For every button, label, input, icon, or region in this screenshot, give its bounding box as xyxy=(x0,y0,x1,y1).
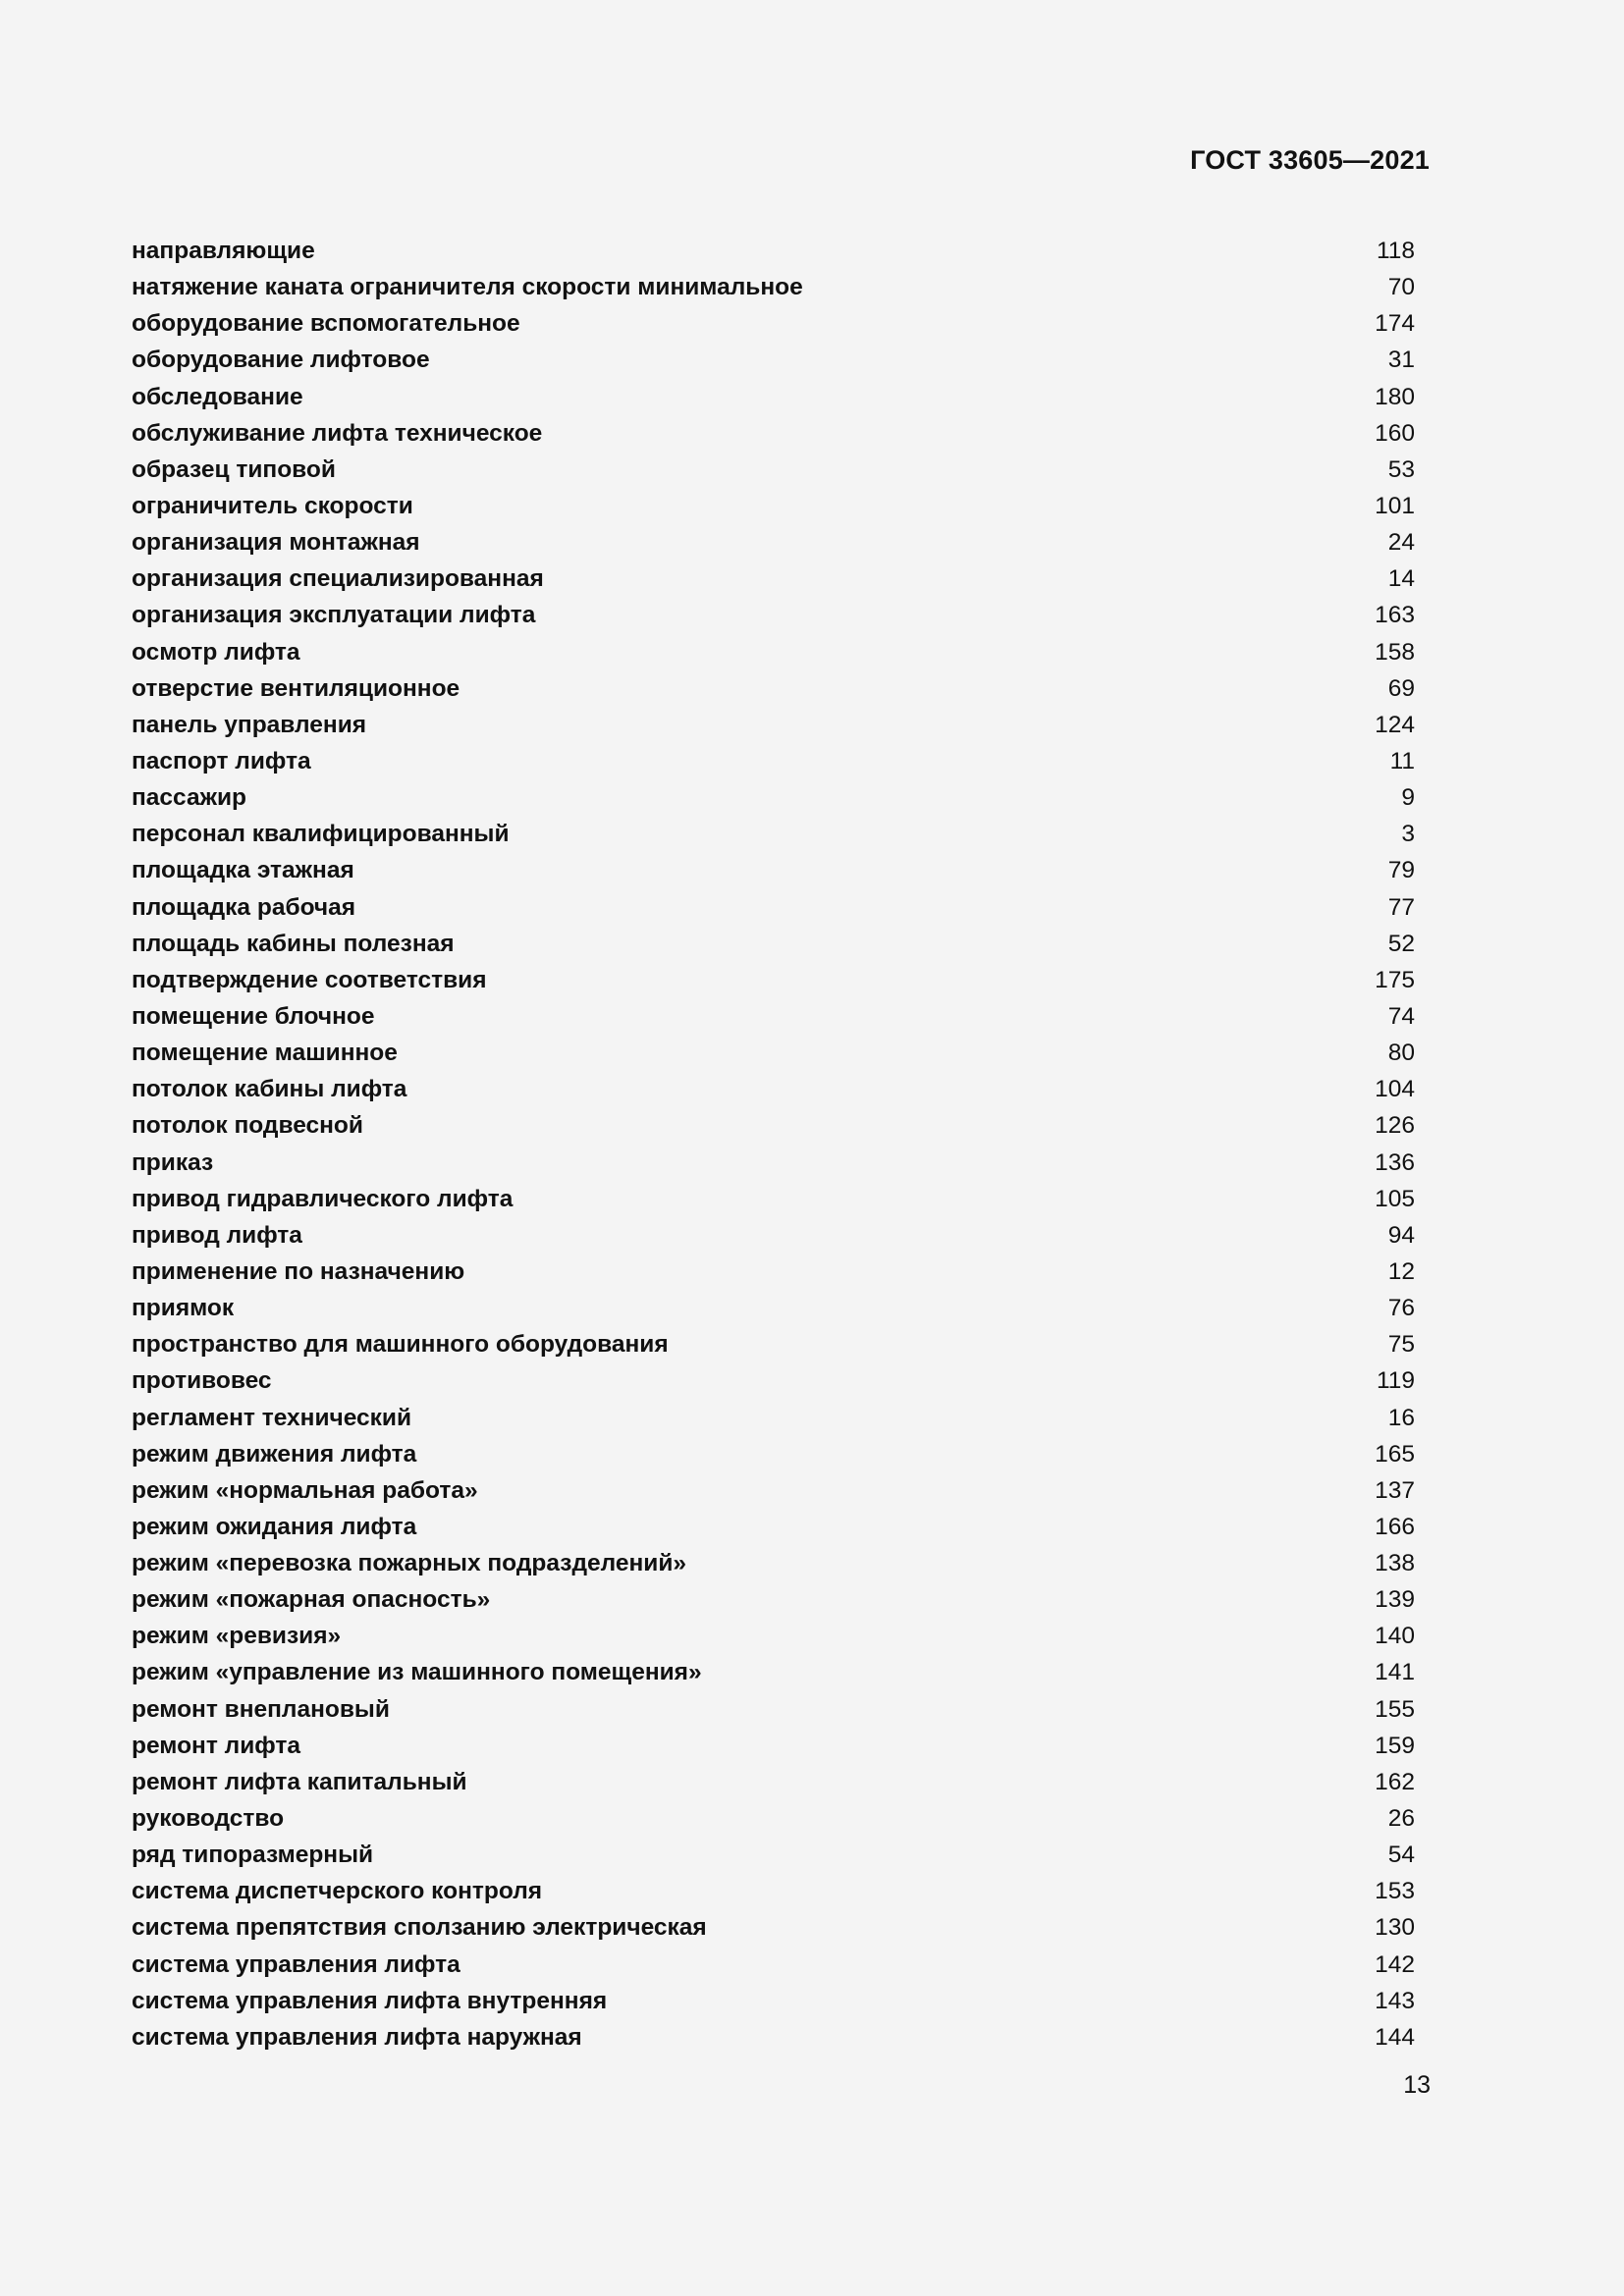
index-number: 140 xyxy=(1375,1623,1415,1650)
index-term: отверстие вентиляционное xyxy=(132,674,460,702)
index-term: режим движения лифта xyxy=(132,1440,417,1468)
index-number: 3 xyxy=(1401,821,1415,848)
index-term: ряд типоразмерный xyxy=(132,1842,374,1869)
index-term: помещение машинное xyxy=(132,1040,398,1067)
index-entry xyxy=(132,305,1415,342)
index-term: система управления лифта наружная xyxy=(132,2023,582,2051)
index-entry xyxy=(132,1983,1415,2019)
index-entry xyxy=(132,524,1415,561)
index-number: 14 xyxy=(1387,565,1415,593)
index-term: натяжение каната ограничителя скорости минимальное xyxy=(132,274,803,301)
index-number: 124 xyxy=(1375,711,1415,738)
index-entry xyxy=(132,2019,1415,2056)
index-term: площадка этажная xyxy=(132,857,354,884)
index-term: пространство для машинного оборудования xyxy=(132,1331,669,1359)
index-number: 70 xyxy=(1387,274,1415,301)
index-number: 53 xyxy=(1387,455,1415,483)
index-entry xyxy=(132,779,1415,816)
index-entry xyxy=(132,561,1415,597)
index-term: режим «перевозка пожарных подразделений» xyxy=(132,1550,687,1577)
page-number: 13 xyxy=(1403,2071,1431,2099)
index-number: 9 xyxy=(1401,784,1415,812)
index-number: 104 xyxy=(1375,1076,1415,1103)
index-term: применение по назначению xyxy=(132,1257,465,1285)
index-term: обслуживание лифта техническое xyxy=(132,419,543,447)
index-term: оборудование вспомогательное xyxy=(132,310,520,338)
index-entry xyxy=(132,1145,1415,1181)
index-number: 180 xyxy=(1375,383,1415,410)
index-term: ограничитель скорости xyxy=(132,492,413,519)
index-number: 138 xyxy=(1375,1550,1415,1577)
index-term: регламент технический xyxy=(132,1404,412,1431)
index-number: 16 xyxy=(1387,1404,1415,1431)
index-term: организация эксплуатации лифта xyxy=(132,602,536,629)
index-term: система управления лифта xyxy=(132,1950,460,1978)
index-term: режим «ревизия» xyxy=(132,1623,342,1650)
index-entry xyxy=(132,415,1415,452)
index-number: 162 xyxy=(1375,1768,1415,1795)
index-entry xyxy=(132,342,1415,378)
index-entry xyxy=(132,1436,1415,1472)
index-number: 153 xyxy=(1375,1878,1415,1905)
index-entry xyxy=(132,1254,1415,1290)
index-entry xyxy=(132,1107,1415,1144)
index-entry xyxy=(132,1472,1415,1509)
index-number: 101 xyxy=(1375,492,1415,519)
index-entry xyxy=(132,1545,1415,1581)
index-entry xyxy=(132,816,1415,852)
index-entry xyxy=(132,1654,1415,1690)
index-number: 105 xyxy=(1375,1185,1415,1212)
index-number: 144 xyxy=(1375,2023,1415,2051)
index-term: ремонт лифта капитальный xyxy=(132,1768,467,1795)
index-number: 130 xyxy=(1375,1914,1415,1942)
index-entry xyxy=(132,1400,1415,1436)
index-entry xyxy=(132,962,1415,998)
index-term: режим «нормальная работа» xyxy=(132,1476,478,1504)
index-number: 166 xyxy=(1375,1513,1415,1540)
index-entry xyxy=(132,707,1415,743)
index-number: 141 xyxy=(1375,1659,1415,1686)
index-entry xyxy=(132,1181,1415,1217)
index-number: 118 xyxy=(1376,238,1415,264)
index-term: обследование xyxy=(132,383,303,410)
index-number: 158 xyxy=(1375,638,1415,666)
index-entry xyxy=(132,1873,1415,1909)
index-entry xyxy=(132,1691,1415,1728)
index-entry xyxy=(132,233,1415,269)
index-number: 80 xyxy=(1387,1040,1415,1067)
index-number: 54 xyxy=(1387,1842,1415,1869)
index-entry xyxy=(132,1618,1415,1654)
index-term: привод гидравлического лифта xyxy=(132,1185,514,1212)
index-entry xyxy=(132,1837,1415,1873)
index-number: 12 xyxy=(1387,1257,1415,1285)
index-term: персонал квалифицированный xyxy=(132,821,510,848)
index-entry xyxy=(132,889,1415,926)
index-term: система диспетчерского контроля xyxy=(132,1878,543,1905)
index-entry xyxy=(132,1326,1415,1362)
index-entry xyxy=(132,1290,1415,1326)
index-entry xyxy=(132,670,1415,707)
index-entry xyxy=(132,488,1415,524)
index-number: 160 xyxy=(1375,419,1415,447)
index-number: 69 xyxy=(1387,674,1415,702)
index-number: 74 xyxy=(1387,1002,1415,1030)
index-entry xyxy=(132,1909,1415,1946)
index-term: режим ожидания лифта xyxy=(132,1513,417,1540)
index-term: потолок подвесной xyxy=(132,1112,363,1140)
index-entry xyxy=(132,1509,1415,1545)
index-term: ремонт лифта xyxy=(132,1732,301,1759)
index-number: 155 xyxy=(1375,1695,1415,1723)
index-term: приямок xyxy=(132,1295,235,1322)
index-term: противовес xyxy=(132,1367,272,1395)
index-number: 175 xyxy=(1375,966,1415,993)
index-number: 163 xyxy=(1375,602,1415,629)
index-number: 136 xyxy=(1375,1148,1415,1176)
index-number: 31 xyxy=(1387,347,1415,374)
index-entry xyxy=(132,1947,1415,1983)
index-entry xyxy=(132,1581,1415,1618)
index-number: 119 xyxy=(1376,1367,1415,1395)
index-number: 159 xyxy=(1375,1732,1415,1759)
index-term: режим «пожарная опасность» xyxy=(132,1586,491,1614)
index-entry xyxy=(132,269,1415,305)
index-entry xyxy=(132,926,1415,962)
index-entry xyxy=(132,597,1415,633)
index-term: пассажир xyxy=(132,784,246,812)
index-term: помещение блочное xyxy=(132,1002,375,1030)
index-entry xyxy=(132,1764,1415,1800)
index-number: 126 xyxy=(1375,1112,1415,1140)
index-term: осмотр лифта xyxy=(132,638,300,666)
index-number: 76 xyxy=(1387,1295,1415,1322)
index-entry xyxy=(132,634,1415,670)
index-term: площадка рабочая xyxy=(132,893,356,921)
index-number: 143 xyxy=(1375,1987,1415,2014)
term-index-list xyxy=(132,233,1415,2056)
index-number: 77 xyxy=(1387,893,1415,921)
index-number: 165 xyxy=(1375,1440,1415,1468)
index-number: 26 xyxy=(1387,1805,1415,1833)
index-term: образец типовой xyxy=(132,455,336,483)
index-term: ремонт внеплановый xyxy=(132,1695,390,1723)
index-number: 137 xyxy=(1375,1476,1415,1504)
index-term: привод лифта xyxy=(132,1221,302,1249)
index-term: оборудование лифтовое xyxy=(132,347,430,374)
index-term: направляющие xyxy=(132,238,315,264)
index-term: организация специализированная xyxy=(132,565,544,593)
index-entry xyxy=(132,1728,1415,1764)
index-entry xyxy=(132,1071,1415,1107)
index-term: паспорт лифта xyxy=(132,747,311,774)
index-number: 79 xyxy=(1387,857,1415,884)
index-number: 24 xyxy=(1387,529,1415,557)
index-number: 142 xyxy=(1375,1950,1415,1978)
index-number: 174 xyxy=(1375,310,1415,338)
index-entry xyxy=(132,379,1415,415)
index-entry xyxy=(132,998,1415,1035)
index-number: 94 xyxy=(1387,1221,1415,1249)
index-term: подтверждение соответствия xyxy=(132,966,487,993)
document-header: ГОСТ 33605—2021 xyxy=(1190,145,1430,175)
index-term: панель управления xyxy=(132,711,367,738)
index-term: руководство xyxy=(132,1805,285,1833)
index-entry xyxy=(132,1217,1415,1254)
index-term: режим «управление из машинного помещения» xyxy=(132,1659,702,1686)
index-term: приказ xyxy=(132,1148,214,1176)
index-term: организация монтажная xyxy=(132,529,420,557)
index-number: 139 xyxy=(1375,1586,1415,1614)
index-term: система управления лифта внутренняя xyxy=(132,1987,608,2014)
index-term: площадь кабины полезная xyxy=(132,930,455,957)
index-entry xyxy=(132,852,1415,888)
index-entry xyxy=(132,452,1415,488)
index-entry xyxy=(132,1800,1415,1837)
index-entry xyxy=(132,1035,1415,1071)
index-term: система препятствия сползанию электрическая xyxy=(132,1914,707,1942)
index-entry xyxy=(132,1362,1415,1399)
index-number: 11 xyxy=(1389,747,1415,774)
index-number: 52 xyxy=(1387,930,1415,957)
index-term: потолок кабины лифта xyxy=(132,1076,407,1103)
index-number: 75 xyxy=(1387,1331,1415,1359)
index-entry xyxy=(132,743,1415,779)
